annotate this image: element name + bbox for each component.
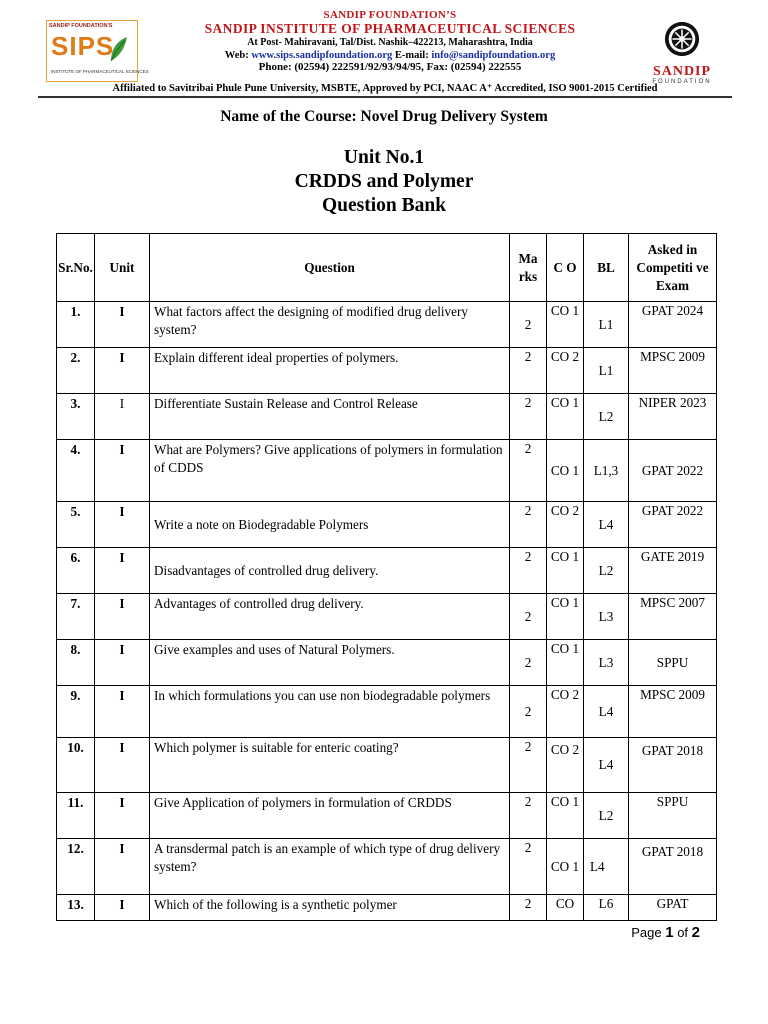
- leaf-icon: [107, 35, 129, 63]
- question-cell: Give examples and uses of Natural Polymers.: [150, 640, 510, 686]
- unit-cell: I: [95, 839, 150, 895]
- question-cell: Differentiate Sustain Release and Control Release: [150, 394, 510, 440]
- unit-cell: I: [95, 440, 150, 502]
- sr-cell: 9.: [57, 686, 95, 738]
- marks-cell: 2: [510, 394, 547, 440]
- exam-cell: MPSC 2007: [629, 594, 717, 640]
- header-co: C O: [547, 234, 584, 302]
- marks-cell: 2: [510, 839, 547, 895]
- affiliation-line: Affiliated to Savitribai Phule Pune University, MSBTE, Approved by PCI, NAAC A⁺ Accredited, ISO 9001-2015 Certified: [112, 83, 658, 94]
- title-block: [0, 146, 768, 218]
- question-bank-table: [56, 233, 717, 921]
- table-row: [57, 502, 717, 548]
- exam-cell: GPAT 2024: [629, 302, 717, 348]
- bl-cell: L1: [584, 348, 629, 394]
- sr-cell: 4.: [57, 440, 95, 502]
- bl-cell: L2: [584, 548, 629, 594]
- bl-cell: L4: [584, 839, 629, 895]
- co-cell: CO 1: [547, 394, 584, 440]
- bl-cell: L1: [584, 302, 629, 348]
- co-cell: CO 1: [547, 839, 584, 895]
- question-cell: What factors affect the designing of modified drug delivery system?: [150, 302, 510, 348]
- bl-cell: L6: [584, 895, 629, 921]
- sr-cell: 3.: [57, 394, 95, 440]
- co-cell: CO 1: [547, 793, 584, 839]
- marks-cell: 2: [510, 793, 547, 839]
- email-link[interactable]: info@sandipfoundation.org: [431, 50, 556, 62]
- sandip-emblem-icon: [663, 20, 701, 58]
- topic-title: CRDDS and Polymer: [294, 171, 474, 192]
- exam-cell: GPAT 2022: [629, 440, 717, 502]
- co-cell: CO 1: [547, 440, 584, 502]
- unit-cell: I: [95, 302, 150, 348]
- sandip-foundation-logo: [634, 20, 730, 90]
- exam-cell: GPAT 2022: [629, 502, 717, 548]
- question-cell: Which polymer is suitable for enteric coating?: [150, 738, 510, 793]
- marks-cell: 2: [510, 594, 547, 640]
- sr-cell: 8.: [57, 640, 95, 686]
- question-cell: Write a note on Biodegradable Polymers: [150, 502, 510, 548]
- table-row: [57, 440, 717, 502]
- exam-cell: SPPU: [629, 793, 717, 839]
- header-question: Question: [150, 234, 510, 302]
- sr-cell: 6.: [57, 548, 95, 594]
- page-word: Page: [631, 925, 662, 940]
- of-word: of: [677, 925, 689, 940]
- table-row: [57, 793, 717, 839]
- sandip-logo-word: SANDIP: [652, 64, 712, 79]
- unit-cell: I: [95, 394, 150, 440]
- sr-cell: 2.: [57, 348, 95, 394]
- sr-cell: 1.: [57, 302, 95, 348]
- header-unit: Unit: [95, 234, 150, 302]
- exam-cell: GPAT 2018: [629, 738, 717, 793]
- bl-cell: L3: [584, 640, 629, 686]
- address: At Post- Mahiravani, Tal/Dist. Nashik–422213, Maharashtra, India: [247, 36, 533, 48]
- co-cell: CO 1: [547, 548, 584, 594]
- question-cell: Which of the following is a synthetic polymer: [150, 895, 510, 921]
- table-row: [57, 548, 717, 594]
- question-cell: A transdermal patch is an example of which type of drug delivery system?: [150, 839, 510, 895]
- marks-cell: 2: [510, 548, 547, 594]
- unit-cell: I: [95, 738, 150, 793]
- co-cell: CO 1: [547, 302, 584, 348]
- bl-cell: L2: [584, 394, 629, 440]
- marks-cell: 2: [510, 302, 547, 348]
- table-row: [57, 348, 717, 394]
- unit-cell: I: [95, 686, 150, 738]
- marks-cell: 2: [510, 895, 547, 921]
- co-cell: CO 2: [547, 348, 584, 394]
- table-header-row: [57, 234, 717, 302]
- sr-cell: 5.: [57, 502, 95, 548]
- exam-cell: SPPU: [629, 640, 717, 686]
- unit-cell: I: [95, 793, 150, 839]
- question-cell: In which formulations you can use non biodegradable polymers: [150, 686, 510, 738]
- table-row: [57, 839, 717, 895]
- co-cell: CO 2: [547, 686, 584, 738]
- table-row: [57, 738, 717, 793]
- question-cell: Advantages of controlled drug delivery.: [150, 594, 510, 640]
- unit-cell: I: [95, 548, 150, 594]
- institute-block: [150, 10, 630, 74]
- co-cell: CO 2: [547, 502, 584, 548]
- unit-cell: I: [95, 348, 150, 394]
- question-cell: Explain different ideal properties of polymers.: [150, 348, 510, 394]
- unit-cell: I: [95, 895, 150, 921]
- table-row: [57, 640, 717, 686]
- marks-cell: 2: [510, 440, 547, 502]
- co-cell: CO 2: [547, 738, 584, 793]
- bl-cell: L1,3: [584, 440, 629, 502]
- marks-cell: 2: [510, 640, 547, 686]
- marks-cell: 2: [510, 738, 547, 793]
- marks-cell: 2: [510, 502, 547, 548]
- sips-logo-text: SIPS: [51, 31, 115, 61]
- question-cell: What are Polymers? Give applications of polymers in formulation of CDDS: [150, 440, 510, 502]
- email-label: E-mail:: [394, 50, 429, 62]
- co-cell: CO 1: [547, 594, 584, 640]
- bl-cell: L3: [584, 594, 629, 640]
- exam-cell: GPAT: [629, 895, 717, 921]
- table-row: [57, 686, 717, 738]
- exam-cell: MPSC 2009: [629, 686, 717, 738]
- course-name: Name of the Course: Novel Drug Delivery System: [220, 108, 548, 125]
- bl-cell: L2: [584, 793, 629, 839]
- institute-name: SANDIP INSTITUTE OF PHARMACEUTICAL SCIENCES: [204, 20, 576, 36]
- marks-cell: 2: [510, 348, 547, 394]
- phone-line: Phone: (02594) 222591/92/93/94/95, Fax: (02594) 222555: [258, 61, 522, 74]
- header-bl: BL: [584, 234, 629, 302]
- unit-cell: I: [95, 502, 150, 548]
- marks-cell: 2: [510, 686, 547, 738]
- sr-cell: 11.: [57, 793, 95, 839]
- table-row: [57, 302, 717, 348]
- unit-cell: I: [95, 594, 150, 640]
- bl-cell: L4: [584, 686, 629, 738]
- sr-cell: 12.: [57, 839, 95, 895]
- unit-title: Unit No.1: [343, 147, 425, 168]
- exam-cell: NIPER 2023: [629, 394, 717, 440]
- web-link[interactable]: www.sips.sandipfoundation.org: [251, 50, 393, 62]
- exam-cell: GPAT 2018: [629, 839, 717, 895]
- bl-cell: L4: [584, 502, 629, 548]
- sr-cell: 13.: [57, 895, 95, 921]
- foundation-name: SANDIP FOUNDATION’S: [323, 9, 457, 21]
- web-email-line: [150, 50, 630, 61]
- question-cell: Disadvantages of controlled drug delivery.: [150, 548, 510, 594]
- doc-type-title: Question Bank: [321, 195, 447, 216]
- unit-cell: I: [95, 640, 150, 686]
- page-current: 1: [665, 924, 674, 941]
- sr-cell: 10.: [57, 738, 95, 793]
- sandip-logo-sub: FOUNDATION: [652, 79, 712, 85]
- web-label: Web:: [224, 50, 249, 62]
- co-cell: CO: [547, 895, 584, 921]
- page-total: 2: [691, 924, 700, 941]
- sips-logo: [46, 20, 149, 82]
- table-row: [57, 394, 717, 440]
- page-number: [631, 924, 700, 941]
- header-divider: [38, 96, 732, 98]
- exam-cell: GATE 2019: [629, 548, 717, 594]
- header-exam: Asked in Competiti ve Exam: [629, 234, 717, 302]
- header-marks: Ma rks: [510, 234, 547, 302]
- table-row: [57, 594, 717, 640]
- sr-cell: 7.: [57, 594, 95, 640]
- header-sr: Sr.No.: [57, 234, 95, 302]
- question-cell: Give Application of polymers in formulation of CRDDS: [150, 793, 510, 839]
- sips-logo-sub: INSTITUTE OF PHARMACEUTICAL SCIENCES: [51, 69, 149, 74]
- exam-cell: MPSC 2009: [629, 348, 717, 394]
- co-cell: CO 1: [547, 640, 584, 686]
- sips-logo-top: SANDIP FOUNDATION'S: [49, 23, 113, 29]
- table-row: [57, 895, 717, 921]
- bl-cell: L4: [584, 738, 629, 793]
